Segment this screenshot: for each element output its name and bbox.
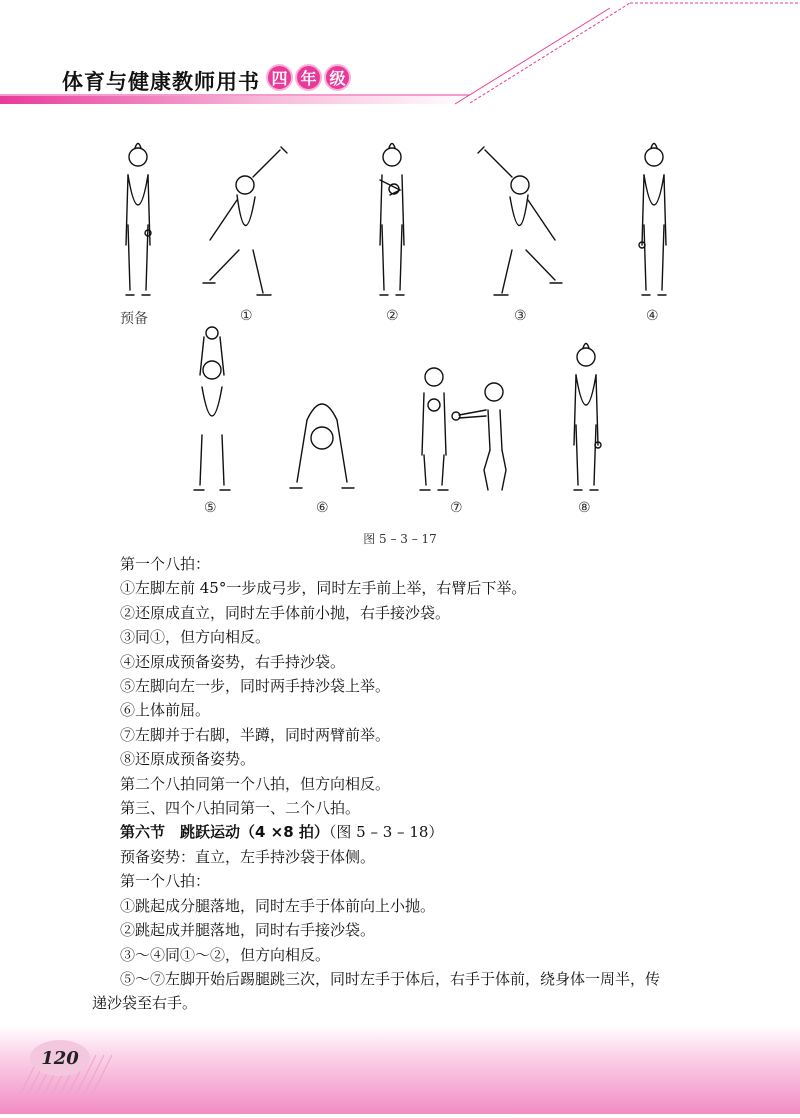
footer-decoration	[0, 1025, 800, 1114]
figure-label: ①	[240, 308, 253, 324]
figure-5	[194, 327, 230, 490]
text-line: 递沙袋至右手。	[92, 994, 198, 1013]
figure-6	[290, 404, 354, 488]
book-title: 体育与健康教师用书	[62, 70, 260, 94]
exercise-illustrations	[0, 130, 800, 530]
figure-label: ②	[386, 308, 399, 324]
figure-8	[574, 344, 601, 491]
text-line: ⑧还原成预备姿势。	[120, 750, 256, 769]
text-line: ⑤～⑦左脚开始后踢腿跳三次，同时左手于体后，右手于体前，绕身体一周半，传	[120, 969, 661, 988]
page-number: 120	[30, 1040, 90, 1076]
grade-badge: 级	[324, 64, 351, 91]
text-line: ③同①，但方向相反。	[120, 628, 271, 647]
figure-label-ready: 预备	[120, 311, 148, 327]
text-line: ①左脚左前 45°一步成弓步，同时左手前上举，右臂后下举。	[120, 579, 527, 598]
text-line: ⑥上体前屈。	[120, 701, 211, 720]
figure-caption: 图 5 – 3 – 17	[363, 532, 437, 546]
figure-label: ⑦	[450, 500, 463, 516]
grade-badge-group	[266, 64, 351, 91]
text-line: ①跳起成分腿落地，同时左手于体前向上小抛。	[120, 896, 436, 915]
figure-label: ⑥	[316, 500, 329, 516]
figure-2	[380, 144, 404, 296]
text-line: 第一个八拍：	[120, 872, 211, 891]
figure-3	[478, 147, 562, 295]
text-line: ③～④同①～②，但方向相反。	[120, 945, 331, 964]
figure-7	[420, 368, 506, 490]
section-figure-ref: （图 5 – 3 – 18）	[328, 823, 444, 842]
text-line: ⑤左脚向左一步，同时两手持沙袋上举。	[120, 677, 391, 696]
figure-label: ⑧	[578, 500, 591, 516]
text-line: 预备姿势：直立，左手持沙袋于体侧。	[120, 847, 376, 866]
figure-1	[203, 147, 287, 295]
body-text	[92, 552, 732, 1016]
figure-label: ④	[646, 308, 659, 324]
text-line: ④还原成预备姿势，右手持沙袋。	[120, 652, 346, 671]
figure-label: ⑤	[204, 500, 217, 516]
text-line: 第一个八拍：	[120, 555, 211, 573]
text-line: 第三、四个八拍同第一、二个八拍。	[120, 799, 361, 818]
text-line: 第二个八拍同第一个八拍，但方向相反。	[120, 774, 391, 793]
section-title: 第六节 跳跃运动（4 ×8 拍）	[120, 823, 329, 842]
grade-badge: 年	[295, 64, 322, 91]
page-footer	[0, 1025, 800, 1114]
figure-ready	[126, 144, 151, 296]
text-line: ②跳起成并腿落地，同时右手接沙袋。	[120, 921, 376, 940]
figure-label: ③	[514, 308, 527, 324]
page-header	[0, 0, 800, 110]
section-heading	[92, 820, 732, 844]
text-line: ②还原成直立，同时左手体前小抛，右手接沙袋。	[120, 603, 451, 622]
grade-badge: 四	[266, 64, 293, 91]
figure-4	[639, 144, 666, 296]
exercise-figure	[0, 130, 800, 550]
text-line: ⑦左脚并于右脚，半蹲，同时两臂前举。	[120, 725, 391, 744]
